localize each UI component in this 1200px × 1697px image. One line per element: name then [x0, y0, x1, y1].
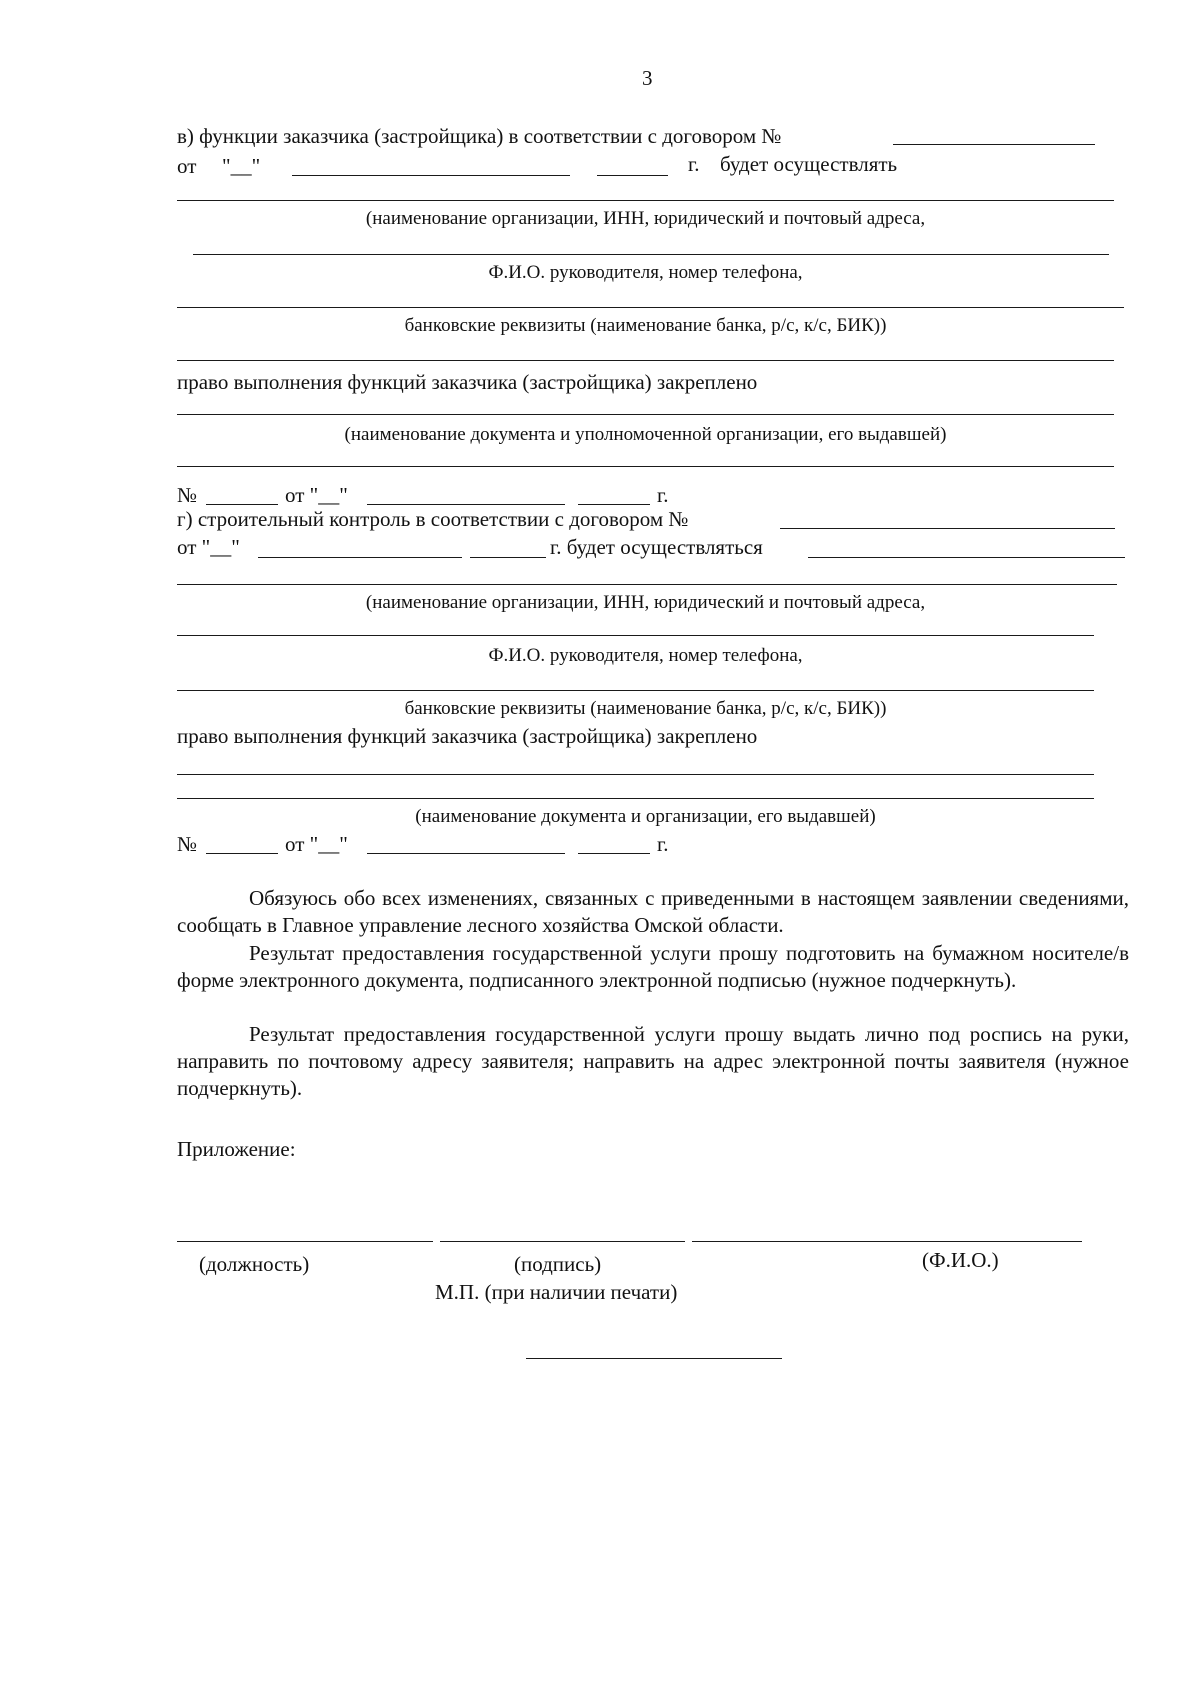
signature-field[interactable] — [440, 1241, 685, 1242]
doc-year-field[interactable] — [578, 504, 650, 505]
section-v-num: № — [177, 483, 198, 507]
section-g-num: № — [177, 832, 198, 856]
caption-doc-g: (наименование документа и организации, его выдавшей) — [415, 806, 876, 827]
control-month-field[interactable] — [258, 557, 462, 558]
section-g-right-assigned: право выполнения функций заказчика (застройщика) закреплено — [177, 724, 758, 748]
section-v-will-perform: будет осуществлять — [720, 152, 898, 176]
position-field[interactable] — [177, 1241, 433, 1242]
name-caption: (Ф.И.О.) — [922, 1248, 999, 1272]
control-performer-field[interactable] — [808, 557, 1125, 558]
control-doc-month-field[interactable] — [367, 853, 565, 854]
caption-org-g: (наименование организации, ИНН, юридический и почтовый адреса, — [365, 592, 926, 613]
section-v-year-suffix: г. — [688, 152, 700, 176]
position-caption: (должность) — [199, 1252, 310, 1276]
document-field-2[interactable] — [177, 466, 1114, 467]
section-v-from: от — [177, 154, 197, 178]
caption-bank: банковские реквизиты (наименование банка, р/с, к/с, БИК)) — [404, 315, 887, 336]
end-divider — [526, 1358, 782, 1359]
section-g-from: от "__" — [177, 535, 240, 559]
document-field-1[interactable] — [177, 414, 1114, 415]
section-g-year2: г. — [657, 832, 669, 856]
caption-org: (наименование организации, ИНН, юридический и почтовый адреса, — [365, 208, 926, 229]
section-v-day-quote: "__" — [222, 154, 261, 178]
caption-doc: (наименование документа и уполномоченной организации, его выдавшей) — [344, 424, 947, 445]
section-v-right-assigned: право выполнения функций заказчика (застройщика) закреплено — [177, 370, 758, 394]
contract-year-field[interactable] — [597, 175, 668, 176]
control-contract-number-field[interactable] — [780, 528, 1115, 529]
name-field[interactable] — [692, 1241, 1082, 1242]
doc-month-field[interactable] — [367, 504, 565, 505]
control-org-field-3[interactable] — [177, 690, 1094, 691]
section-g-from2: от "__" — [285, 832, 348, 856]
control-org-field-2[interactable] — [177, 635, 1094, 636]
paragraph-result-delivery: Результат предоставления государственной услуги прошу выдать лично под роспись на руки, направить по почтовому адресу заявителя; направить на адрес электронной почты заявителя (нужное подчеркнуть). — [177, 1022, 1129, 1100]
attachment-label: Приложение: — [177, 1137, 296, 1161]
section-v-from2: от "__" — [285, 483, 348, 507]
control-doc-year-field[interactable] — [578, 853, 650, 854]
contract-number-field[interactable] — [893, 144, 1095, 145]
section-g-line1: г) строительный контроль в соответствии с договором № — [177, 507, 689, 531]
doc-number-field[interactable] — [206, 504, 278, 505]
control-doc-number-field[interactable] — [206, 853, 278, 854]
org-details-field-3[interactable] — [177, 307, 1124, 308]
control-year-field[interactable] — [470, 557, 546, 558]
signature-caption: (подпись) — [514, 1252, 602, 1276]
stamp-caption: М.П. (при наличии печати) — [435, 1280, 678, 1304]
paragraph-obligation: Обязуюсь обо всех изменениях, связанных с приведенными в настоящем заявлении сведениями, сообщать в Главное управление лесного хозяйства Омской области. — [177, 886, 1129, 937]
section-g-will-perform: г. будет осуществляться — [550, 535, 763, 559]
section-v-line1: в) функции заказчика (застройщика) в соответствии с договором № — [177, 124, 782, 148]
paragraph-result-format: Результат предоставления государственной услуги прошу подготовить на бумажном носителе/в форме электронного документа, подписанного электронной подписью (нужное подчеркнуть). — [177, 941, 1129, 992]
caption-head: Ф.И.О. руководителя, номер телефона, — [488, 262, 803, 283]
org-details-field-1[interactable] — [177, 200, 1114, 201]
contract-month-field[interactable] — [292, 175, 570, 176]
org-details-field-4[interactable] — [177, 360, 1114, 361]
control-document-field-2[interactable] — [177, 798, 1094, 799]
control-org-field-1[interactable] — [177, 584, 1117, 585]
section-v-year2: г. — [657, 483, 669, 507]
org-details-field-2[interactable] — [193, 254, 1109, 255]
caption-head-g: Ф.И.О. руководителя, номер телефона, — [488, 645, 803, 666]
control-document-field-1[interactable] — [177, 774, 1094, 775]
page-number: 3 — [642, 66, 653, 90]
caption-bank-g: банковские реквизиты (наименование банка, р/с, к/с, БИК)) — [404, 698, 887, 719]
